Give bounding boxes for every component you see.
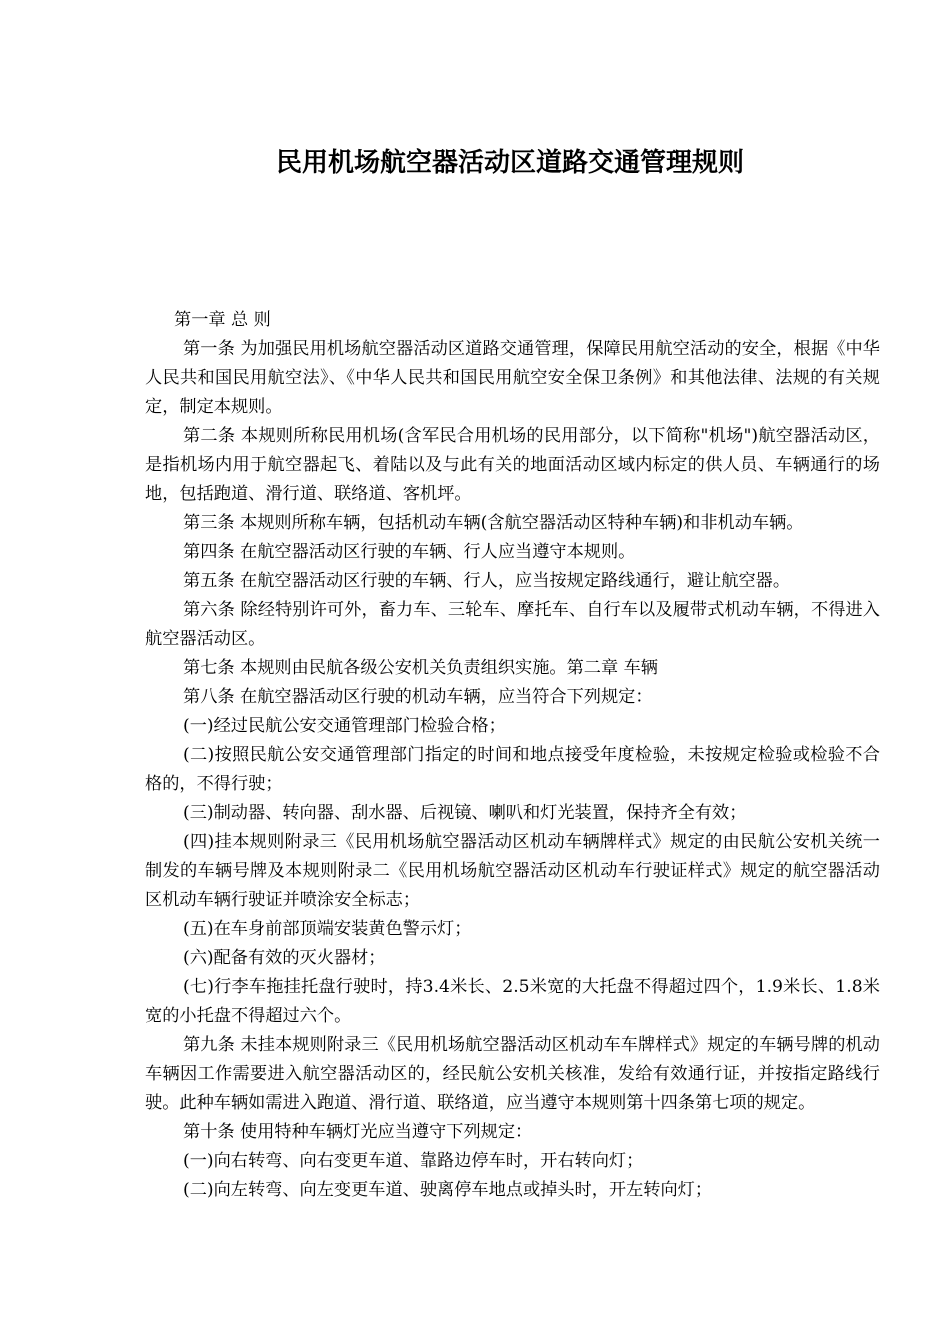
list-item: (二)按照民航公安交通管理部门指定的时间和地点接受年度检验，未按规定检验或检验不合格的，不得行驶； bbox=[145, 745, 880, 794]
list-item: (一)经过民航公安交通管理部门检验合格； bbox=[183, 716, 506, 736]
article-paragraph: 第六条 除经特别许可外，畜力车、三轮车、摩托车、自行车以及履带式机动车辆，不得进入航空器活动区。 bbox=[145, 600, 880, 649]
article-paragraph: 第九条 未挂本规则附录三《民用机场航空器活动区机动车车牌样式》规定的车辆号牌的机动车辆因工作需要进入航空器活动区的，经民航公安机关核准，发给有效通行证，并按指定路线行驶。此种车辆如需进入跑道、滑行道、联络道，应当遵守本规则第十四条第七项的规定。 bbox=[145, 1035, 880, 1113]
chapter-heading: 第一章 总 则 bbox=[174, 310, 271, 330]
list-item: (二)向左转弯、向左变更车道、驶离停车地点或掉头时，开左转向灯； bbox=[183, 1180, 713, 1200]
article-paragraph: 第七条 本规则由民航各级公安机关负责组织实施。第二章 车辆 bbox=[183, 658, 658, 678]
article-paragraph: 第五条 在航空器活动区行驶的车辆、行人，应当按规定路线通行，避让航空器。 bbox=[183, 571, 791, 591]
article-paragraph: 第四条 在航空器活动区行驶的车辆、行人应当遵守本规则。 bbox=[183, 542, 636, 562]
article-paragraph: 第一条 为加强民用机场航空器活动区道路交通管理，保障民用航空活动的安全，根据《中华人民共和国民用航空法》、《中华人民共和国民用航空安全保卫条例》和其他法律、法规的有关规定，制定本规则。 bbox=[145, 339, 880, 417]
document-body bbox=[145, 306, 880, 1205]
list-item: (七)行李车拖挂托盘行驶时，持3.4米长、2.5米宽的大托盘不得超过四个，1.9米长、1.8米宽的小托盘不得超过六个。 bbox=[145, 977, 880, 1026]
article-paragraph: 第八条 在航空器活动区行驶的机动车辆，应当符合下列规定： bbox=[183, 687, 653, 707]
list-item: (四)挂本规则附录三《民用机场航空器活动区机动车辆牌样式》规定的由民航公安机关统一制发的车辆号牌及本规则附录二《民用机场航空器活动区机动车行驶证样式》规定的航空器活动区机动车辆行驶证并喷涂安全标志； bbox=[145, 832, 880, 910]
article-paragraph: 第二条 本规则所称民用机场(含军民合用机场的民用部分，以下简称"机场")航空器活动区，是指机场内用于航空器起飞、着陆以及与此有关的地面活动区域内标定的供人员、车辆通行的场地，包括跑道、滑行道、联络道、客机坪。 bbox=[145, 426, 880, 504]
list-item: (六)配备有效的灭火器材； bbox=[183, 948, 386, 968]
list-item: (一)向右转弯、向右变更车道、靠路边停车时，开右转向灯； bbox=[183, 1151, 644, 1171]
list-item: (五)在车身前部顶端安装黄色警示灯； bbox=[183, 919, 472, 939]
article-paragraph: 第十条 使用特种车辆灯光应当遵守下列规定： bbox=[183, 1122, 533, 1142]
article-paragraph: 第三条 本规则所称车辆，包括机动车辆(含航空器活动区特种车辆)和非机动车辆。 bbox=[183, 513, 804, 533]
list-item: (三)制动器、转向器、刮水器、后视镜、喇叭和灯光装置，保持齐全有效； bbox=[183, 803, 747, 823]
document-title: 民用机场航空器活动区道路交通管理规则 bbox=[275, 148, 744, 178]
